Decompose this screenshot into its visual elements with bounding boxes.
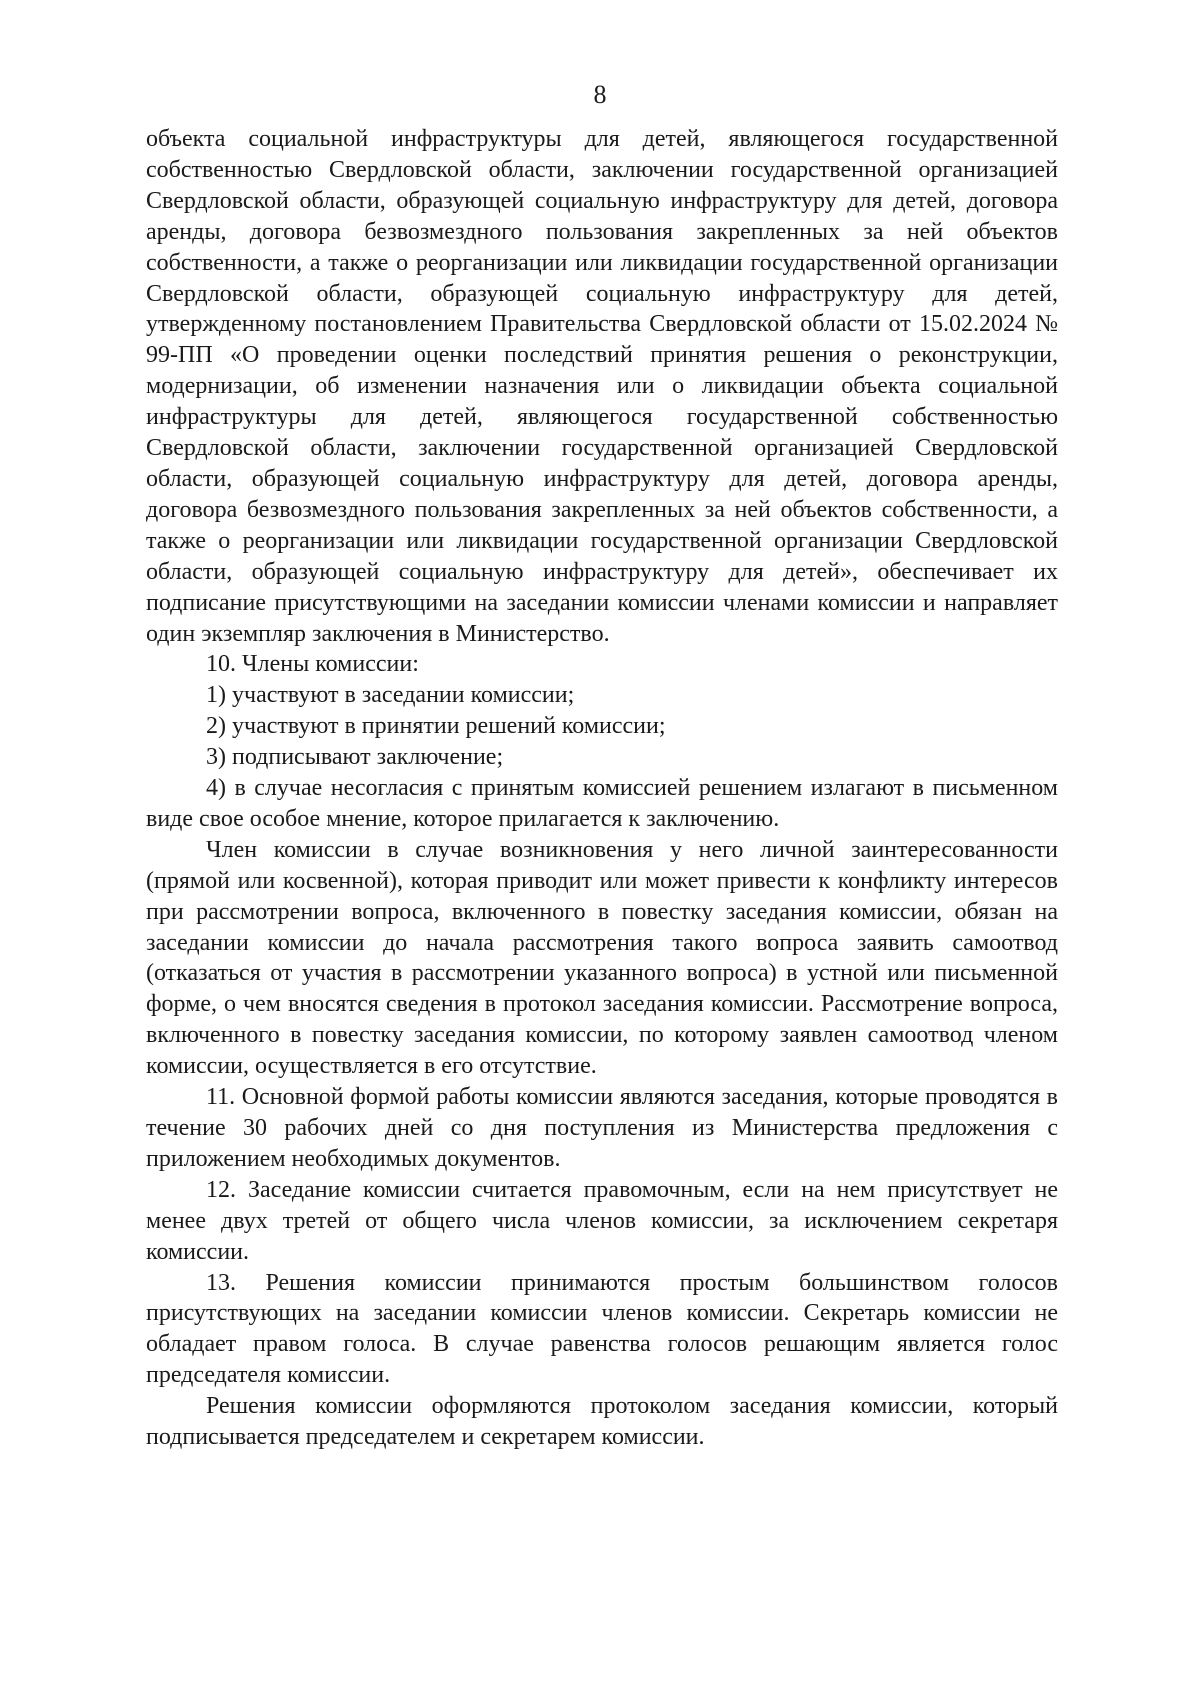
paragraph-13-protocol: Решения комиссии оформляются протоколом заседания комиссии, который подписывается председателем и секретарем комиссии. (146, 1393, 1058, 1451)
paragraph-13: 13. Решения комиссии принимаются простым большинством голосов присутствующих на заседании комиссии членов комиссии. Секретарь комиссии не обладает правом голоса. В случае равенства голосов решающим является голос председателя комиссии. (146, 1269, 1058, 1389)
page-number: 8 (593, 80, 607, 109)
list-item-10-4: 4) в случае несогласия с принятым комиссией решением излагают в письменном виде свое особое мнение, которое прилагается к заключению. (146, 775, 1058, 832)
list-item-10-1: 1) участвуют в заседании комиссии; (206, 682, 575, 709)
list-item-10-2: 2) участвуют в принятии решений комиссии; (206, 713, 666, 740)
list-item-10-3: 3) подписывают заключение; (206, 744, 504, 771)
paragraph-10: 10. Члены комиссии: (206, 651, 419, 678)
document-body (146, 124, 1058, 1453)
paragraph-member-conflict: Член комиссии в случае возникновения у него личной заинтересованности (прямой или косвенной), которая приводит или может привести к конфликту интересов при рассмотрении вопроса, включенного в повестку заседания комиссии, обязан на заседании комиссии до начала рассмотрения такого вопроса заявить самоотвод (отказаться от участия в рассмотрении указанного вопроса) в устной или письменной форме, о чем вносятся сведения в протокол заседания комиссии. Рассмотрение вопроса, включенного в повестку заседания комиссии, по которому заявлен самоотвод членом комиссии, осуществляется в его отсутствие. (146, 836, 1058, 1080)
paragraph-12: 12. Заседание комиссии считается правомочным, если на нем присутствует не менее двух третей от общего числа членов комиссии, за исключением секретаря комиссии. (146, 1176, 1058, 1265)
paragraph-intro: объекта социальной инфраструктуры для детей, являющегося государственной собственностью Свердловской области, заключении государственной организацией Свердловской области, образующей социальную инфраструктуру для детей, договора аренды, договора безвозмездного пользования закрепленных за ней объектов собственности, а также о реорганизации или ликвидации государственной организации Свердловской области, образующей социальную инфраструктуру для детей, утвержденному постановлением Правительства Свердловской области от 15.02.2024 № 99-ПП «О проведении оценки последствий принятия решения о реконструкции, модернизации, об изменении назначения или о ликвидации объекта социальной инфраструктуры для детей, являющегося государственной собственностью Свердловской области, заключении государственной организацией Свердловской области, образующей социальную инфраструктуру для детей, договора аренды, договора безвозмездного пользования закрепленных за ней объектов собственности, а также о реорганизации или ликвидации государственной организации Свердловской области, образующей социальную инфраструктуру для детей», обеспечивает их подписание присутствующими на заседании комиссии членами комиссии и направляет один экземпляр заключения в Министерство. (146, 126, 1058, 647)
paragraph-11: 11. Основной формой работы комиссии являются заседания, которые проводятся в течение 30 рабочих дней со дня поступления из Министерства предложения с приложением необходимых документов. (146, 1084, 1058, 1172)
